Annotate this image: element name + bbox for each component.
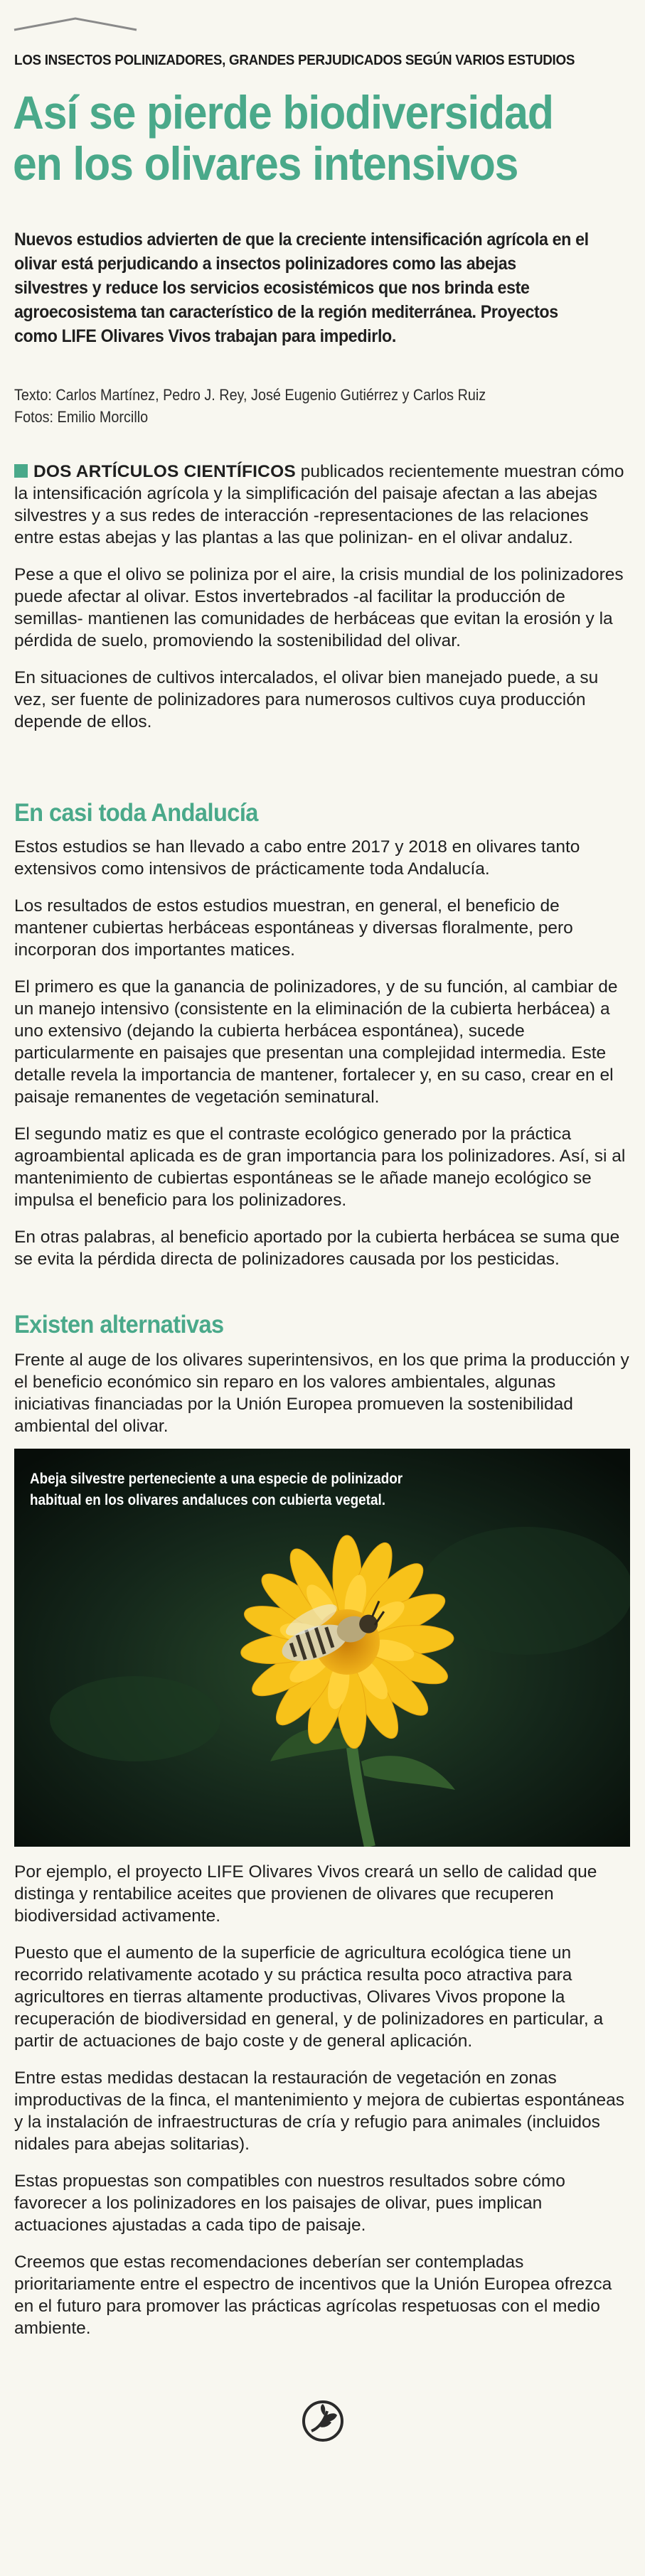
paragraph: Creemos que estas recomendaciones deberían ser contempladas prioritariamente entre el espectro de incentivos que la Unión Europea ofrezca en el futuro para promover las prácticas agrícolas respetuosas con el medio ambiente. bbox=[14, 2253, 612, 2338]
paragraph: Puesto que el aumento de la superficie de agricultura ecológica tiene un recorrido relativamente acotado y su práctica resulta poco atractiva para agricultores en tierras altamente productivas, Olivares Vivos propone la recuperación de biodiversidad en general, y de polinizadores en particular, a partir de actuaciones de bajo coste y de general aplicación. bbox=[14, 1943, 604, 2051]
paragraph: Estas propuestas son compatibles con nuestros resultados sobre cómo favorecer a los polinizadores en los paisajes de olivar, pues implican actuaciones ajustadas a cada tipo de paisaje. bbox=[14, 2172, 565, 2235]
bee-flower-photo bbox=[14, 1449, 630, 1847]
paragraph: Los resultados de estos estudios muestran, en general, el beneficio de mantener cubiertas herbáceas espontáneas y diversas floralmente, pero incorporan dos importantes matices. bbox=[14, 896, 573, 960]
photo-credit: Fotos: Emilio Morcillo bbox=[14, 408, 149, 426]
paragraph: Frente al auge de los olivares superintensivos, en los que prima la producción y el beneficio económico sin reparo en los valores ambientales, algunas iniciativas financiadas por la Unión Europea promueven la sostenibilidad ambiental del olivar. bbox=[14, 1351, 629, 1436]
article-title: Así se pierde biodiversidad en los olivares intensivos bbox=[13, 86, 553, 190]
paragraph: Estos estudios se han llevado a cabo entre 2017 y 2018 en olivares tanto extensivos como intensivos de prácticamente toda Andalucía. bbox=[14, 837, 580, 879]
paragraph: En situaciones de cultivos intercalados, el olivar bien manejado puede, a su vez, ser fuente de polinizadores para numerosos cultivos cuya producción depende de ellos. bbox=[14, 668, 599, 731]
article-lede: Nuevos estudios advierten de que la creciente intensificación agrícola en el olivar está perjudicando a insectos polinizadores como las abejas silvestres y reduce los servicios ecosistémicos que nos brinda este agroecosistema tan característico de la región mediterránea. Proyectos como LIFE Olivares Vivos trabajan para impedirlo. bbox=[14, 230, 589, 346]
paragraph: El segundo matiz es que el contraste ecológico generado por la práctica agroambiental aplicada es de gran importancia para los polinizadores. Así, si al mantenimiento de cubiertas espontáneas se le añade manejo ecológico se impulsa el beneficio para los polinizadores. bbox=[14, 1125, 626, 1210]
paragraph: El primero es que la ganancia de polinizadores, y de su función, al cambiar de un manejo intensivo (consistente en la eliminación de la cubierta herbácea) a uno extensivo (dejando la cubierta herbácea espontánea), sucede particularmente en paisajes que presentan una complejidad intermedia. Este detalle revela la importancia de mantener, fortalecer y, en su caso, crear en el paisaje remanentes de vegetación seminatural. bbox=[14, 977, 618, 1107]
paragraph: Pese a que el olivo se poliniza por el aire, la crisis mundial de los polinizadores puede afectar al olivar. Estos invertebrados -al facilitar la producción de semillas- mantienen las comunidades de herbáceas que evitan la erosión y la pérdida de suelo, promoviendo la sostenibilidad del olivar. bbox=[14, 565, 624, 650]
section-propuestas bbox=[14, 1861, 630, 2354]
header-rule-icon bbox=[13, 16, 138, 33]
paragraph bbox=[14, 461, 630, 549]
section-alternativas bbox=[14, 1349, 630, 1452]
section-heading: En casi toda Andalucía bbox=[14, 799, 258, 827]
paragraph: En otras palabras, al beneficio aportado por la cubierta herbácea se suma que se evita la pérdida directa de polinizadores causada por los pesticidas. bbox=[14, 1228, 620, 1269]
paragraph-text: publicados recientemente muestran cómo la intensificación agrícola y la simplificación del paisaje afectan a las abejas silvestres y a sus redes de interacción -representaciones de las relaciones entre estas abejas y las plantas a las que polinizan- en el olivar andaluz. bbox=[14, 462, 624, 547]
paragraph: Entre estas medidas destacan la restauración de vegetación en zonas improductivas de la finca, el mantenimiento y mejora de cubiertas espontáneas y la instalación de infraestructuras de cría y refugio para animales (incluidos nidales para abejas solitarias). bbox=[14, 2068, 624, 2154]
article-kicker: LOS INSECTOS POLINIZADORES, GRANDES PERJUDICADOS SEGÚN VARIOS ESTUDIOS bbox=[14, 53, 575, 68]
section-heading: Existen alternativas bbox=[14, 1311, 224, 1338]
lead-caps: DOS ARTÍCULOS CIENTÍFICOS bbox=[33, 462, 296, 481]
photo-caption: Abeja silvestre perteneciente a una especie de polinizador habitual en los olivares andaluces con cubierta vegetal. bbox=[30, 1471, 403, 1508]
section-andalucia bbox=[14, 836, 630, 1285]
lead-square-icon bbox=[14, 464, 28, 478]
leaf-circle-icon bbox=[302, 2400, 344, 2442]
paragraph: Por ejemplo, el proyecto LIFE Olivares Vivos creará un sello de calidad que distinga y rentabilice aceites que provienen de olivares que recuperen biodiversidad activamente. bbox=[14, 1862, 597, 1926]
author-credit: Texto: Carlos Martínez, Pedro J. Rey, José Eugenio Gutiérrez y Carlos Ruiz bbox=[14, 386, 486, 404]
section-intro bbox=[14, 461, 630, 748]
article-credits bbox=[14, 384, 571, 428]
